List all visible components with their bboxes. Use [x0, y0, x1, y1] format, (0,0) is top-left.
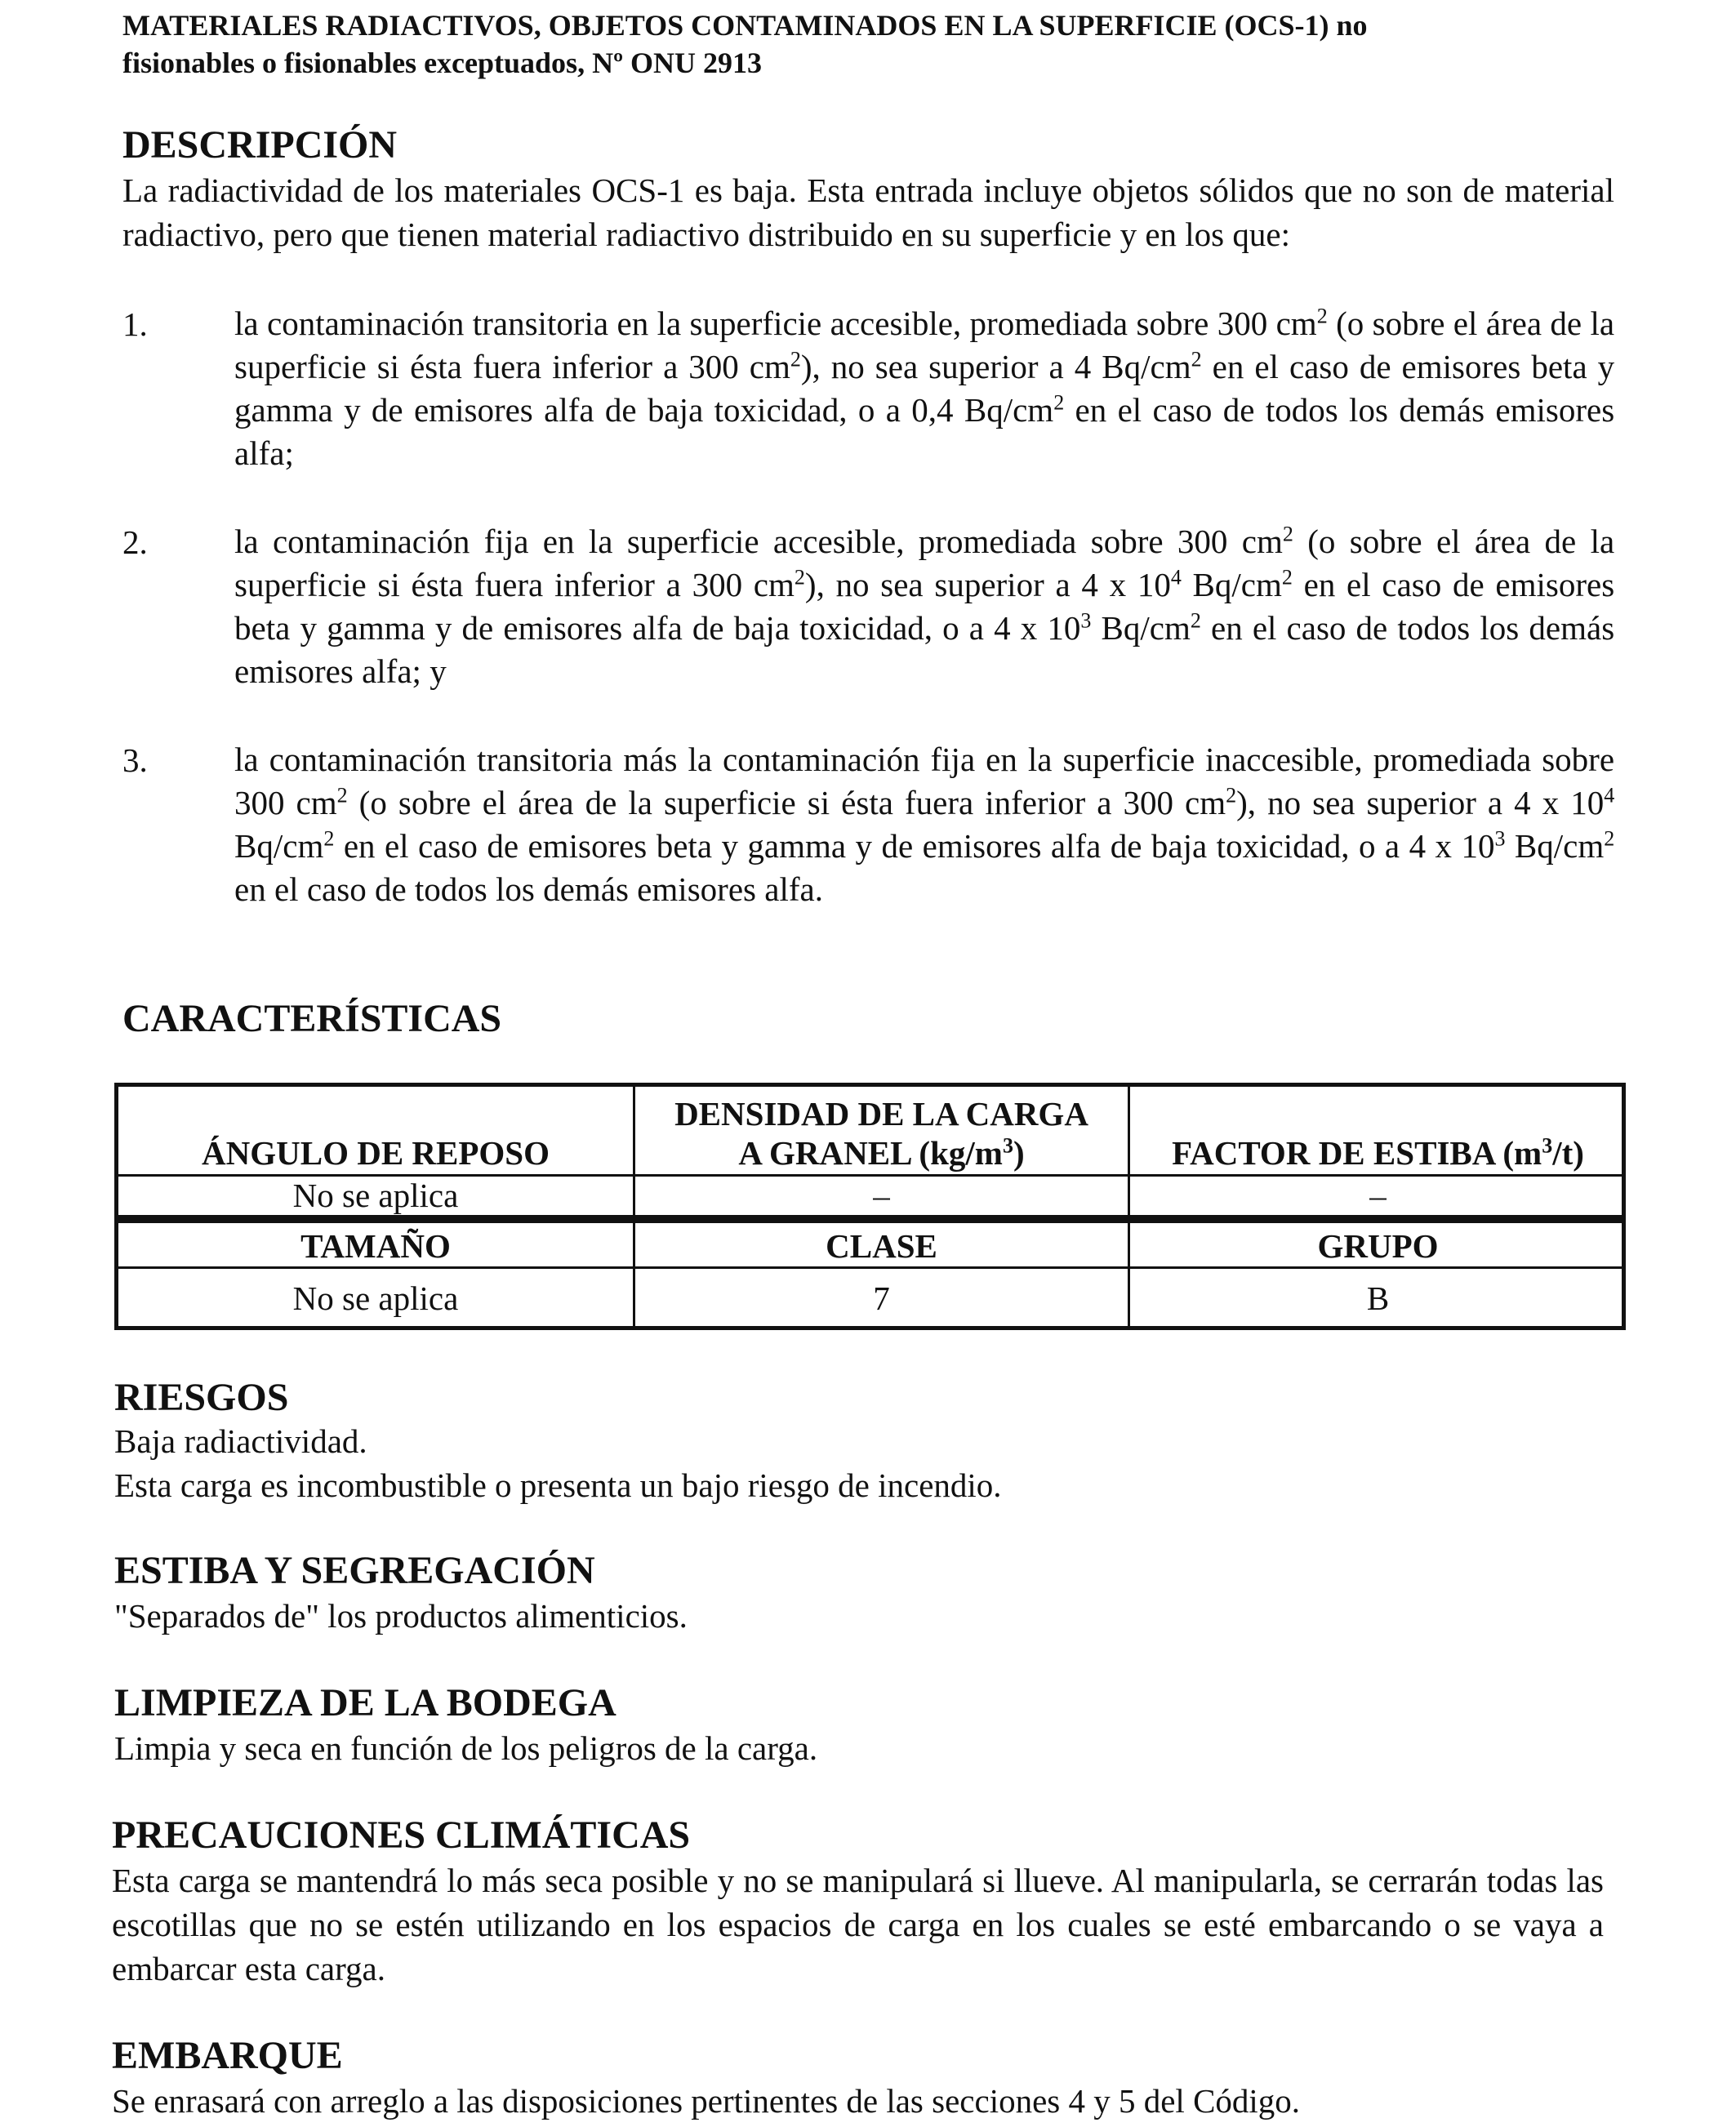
item-1-text: la contaminación transitoria en la superficie accesible, promediada sobre 300 $cm^2$ (o sobre el área de la superficie si ésta fuera inferior a 300 $cm^2$), no sea superior a 4 $Bq/cm^2$ en el caso de emisores beta y gamma y de emisores alfa de baja toxicidad, o a 0,4 $Bq/cm^2$ en el caso de todos los demás emisores alfa; — [234, 304, 1615, 472]
header-grupo: GRUPO — [1317, 1227, 1439, 1265]
document-title-line-2: fisionables o fisionables exceptuados, Nº ONU 2913 — [122, 47, 762, 79]
table-divider — [118, 1215, 1622, 1223]
item-3-text: la contaminación transitoria más la contaminación fija en la superficie inaccesible, promediada sobre 300 $cm^2$ (o sobre el área de la superficie si ésta fuera inferior a 300 $cm^2$), no sea superior a 4 x $10^4$ $Bq/cm^2$ en el caso de emisores beta y gamma y de emisores alfa de baja toxicidad, o a 4 x $10^3$ $Bq/cm^2$ en el caso de todos los demás emisores alfa. — [234, 741, 1615, 908]
header-clase: CLASE — [826, 1227, 937, 1265]
header-densidad-line-2: A GRANEL $(kg/m^3)$ — [738, 1133, 1025, 1172]
embarque-heading: EMBARQUE — [112, 2034, 343, 2077]
table-divider — [118, 1266, 1622, 1269]
cell-grupo-value: B — [1366, 1279, 1390, 1317]
header-factor-de-estiba: FACTOR DE ESTIBA $(m^3/t)$ — [1172, 1133, 1584, 1172]
estiba-heading: ESTIBA Y SEGREGACIÓN — [114, 1549, 595, 1592]
precauciones-text: Esta carga se mantendrá lo más seca posible y no se manipulará si llueve. Al manipularla, se cerrarán todas las escotillas que no se estén utilizando en los espacios de carga en los cuales se esté embarcando o se vaya a embarcar esta carga. — [112, 1862, 1604, 1987]
limpieza-heading: LIMPIEZA DE LA BODEGA — [114, 1681, 617, 1724]
riesgos-line-2: Esta carga es incombustible o presenta un bajo riesgo de incendio. — [114, 1466, 1002, 1504]
cell-densidad-value: – — [873, 1177, 890, 1214]
limpieza-text: Limpia y seca en función de los peligros de la carga. — [114, 1729, 818, 1767]
header-densidad-line-1: DENSIDAD DE LA CARGA — [674, 1095, 1088, 1132]
riesgos-line-1: Baja radiactividad. — [114, 1422, 367, 1460]
header-tamano: TAMAÑO — [300, 1227, 451, 1265]
caracteristicas-heading: CARACTERÍSTICAS — [122, 997, 502, 1040]
cell-tamano-value: No se aplica — [292, 1279, 459, 1317]
document-title — [122, 7, 1658, 82]
embarque-text: Se enrasará con arreglo a las disposiciones pertinentes de las secciones 4 y 5 del Código. — [112, 2082, 1301, 2120]
item-2-text: la contaminación fija en la superficie accesible, promediada sobre 300 $cm^2$ (o sobre el área de la superficie si ésta fuera inferior a 300 $cm^2$), no sea superior a 4 x $10^4$ $Bq/cm^2$ en el caso de emisores beta y gamma y de emisores alfa de baja toxicidad, o a 4 x $10^3$ $Bq/cm^2$ en el caso de todos los demás emisores alfa; y — [234, 522, 1615, 690]
cell-factor-value: – — [1369, 1177, 1387, 1214]
header-angulo-de-reposo: ÁNGULO DE REPOSO — [202, 1134, 550, 1172]
item-1-number: 1. — [122, 305, 148, 343]
document-title-line-1: MATERIALES RADIACTIVOS, OBJETOS CONTAMINADOS EN LA SUPERFICIE (OCS-1) no — [122, 9, 1368, 42]
cell-clase-value: 7 — [873, 1279, 890, 1317]
item-3-number: 3. — [122, 741, 148, 779]
cell-angulo-value: No se aplica — [292, 1177, 459, 1214]
riesgos-heading: RIESGOS — [114, 1376, 289, 1419]
item-2-number: 2. — [122, 523, 148, 561]
characteristics-table — [114, 1083, 1626, 1330]
descripcion-heading: DESCRIPCIÓN — [122, 123, 398, 167]
precauciones-heading: PRECAUCIONES CLIMÁTICAS — [112, 1813, 691, 1857]
estiba-text: "Separados de" los productos alimenticios. — [114, 1597, 688, 1635]
descripcion-intro: La radiactividad de los materiales OCS-1 es baja. Esta entrada incluye objetos sólidos que no son de material radiactivo, pero que tienen material radiactivo distribuido en su superficie y en los que: — [122, 171, 1614, 253]
